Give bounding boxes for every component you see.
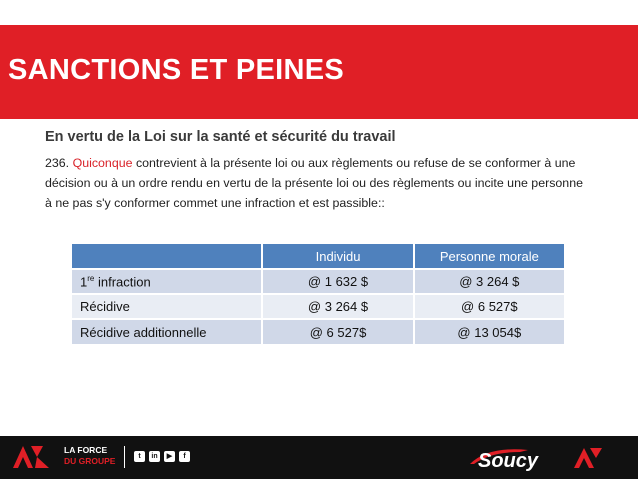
header-personne-morale: Personne morale xyxy=(414,244,565,269)
slide-title: SANCTIONS ET PEINES xyxy=(8,54,345,86)
slide-subtitle: En vertu de la Loi sur la santé et sécurité du travail xyxy=(45,129,396,145)
header-empty xyxy=(72,244,262,269)
cell-individu: @ 6 527$ xyxy=(262,319,413,344)
article-paragraph xyxy=(45,153,585,213)
footer-bar xyxy=(0,436,638,479)
linkedin-icon[interactable]: in xyxy=(149,451,160,462)
footer-brand xyxy=(64,445,115,467)
table-row xyxy=(72,294,565,319)
brand-line-1: LA FORCE xyxy=(64,445,108,455)
sanctions-table xyxy=(72,244,566,344)
row-label-recidive: Récidive xyxy=(72,294,262,319)
soucy-logo xyxy=(468,442,608,474)
cell-personne-morale: @ 6 527$ xyxy=(414,294,565,319)
soucy-logo-text: Soucy xyxy=(478,450,539,472)
cell-individu: @ 3 264 $ xyxy=(262,294,413,319)
row-label-recidive-additionnelle: Récidive additionnelle xyxy=(72,319,262,344)
youtube-icon[interactable]: ▶ xyxy=(164,451,175,462)
brand-line-2: DU GROUPE xyxy=(64,456,116,466)
row-label-first-offense xyxy=(72,269,262,294)
footer-divider xyxy=(124,446,125,468)
article-text: contrevient à la présente loi ou aux règlements ou refuse de se conformer à une décision ou à un ordre rendu en vertu de la présente loi ou des règlements ou incite une personne à ne pas s'y conformer commet une infraction et est passible:: xyxy=(45,156,583,210)
group-logo-icon xyxy=(13,446,59,468)
facebook-icon[interactable]: f xyxy=(179,451,190,462)
article-number: 236. xyxy=(45,156,73,170)
cell-personne-morale: @ 13 054$ xyxy=(414,319,565,344)
offense-label: infraction xyxy=(94,274,151,290)
cell-individu: @ 1 632 $ xyxy=(262,269,413,294)
twitter-icon[interactable]: t xyxy=(134,451,145,462)
table-row xyxy=(72,319,565,344)
table-row xyxy=(72,269,565,294)
ordinal-number: 1 xyxy=(80,274,88,290)
ordinal-suffix: re xyxy=(87,273,95,283)
highlight-word: Quiconque xyxy=(72,156,133,170)
table-header-row xyxy=(72,244,565,269)
header-individu: Individu xyxy=(262,244,413,269)
cell-personne-morale: @ 3 264 $ xyxy=(414,269,565,294)
